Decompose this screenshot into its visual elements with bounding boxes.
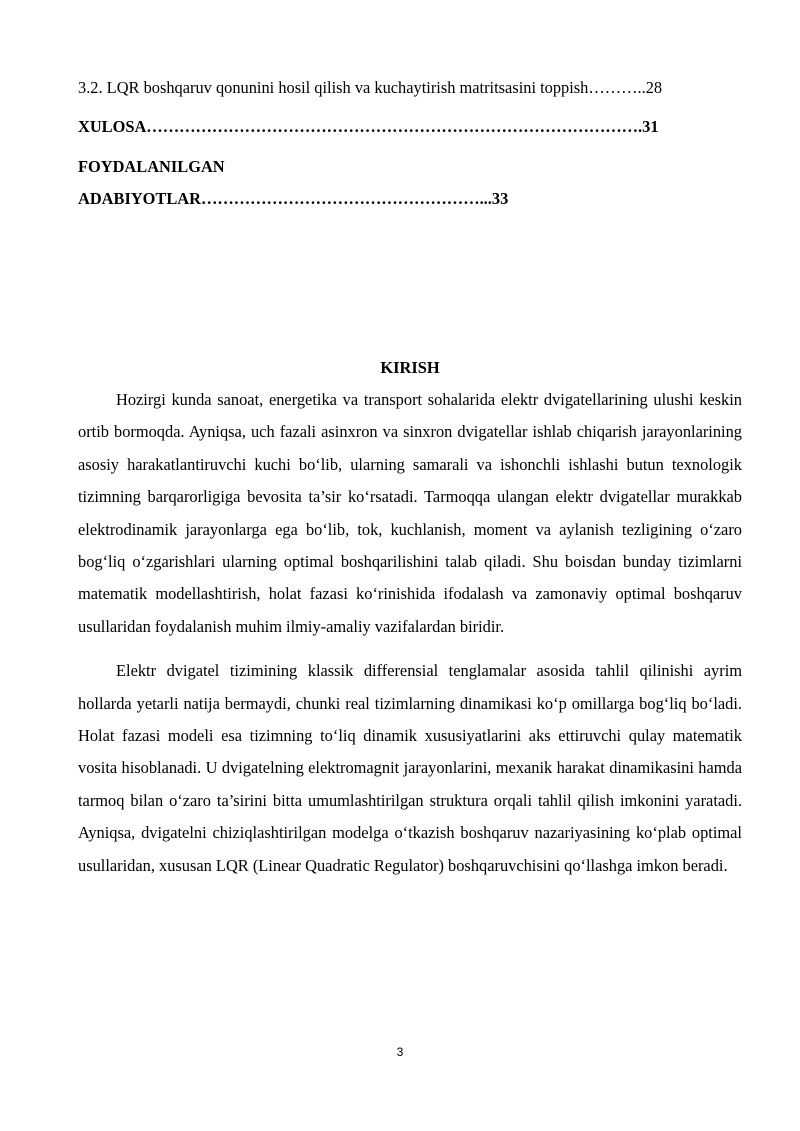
paragraph: Hozirgi kunda sanoat, energetika va transport sohalarida elektr dvigatellarining ulushi keskin ortib bormoqda. Ayniqsa, uch fazali asinxron va sinxron dvigatellar ishlab chiqarish jarayonlarining asosiy harakatlantiruvchi kuchi bo‘lib, ularning samarali va ishonchli ishlashi butun texnologik tizimning barqarorligiga bevosita ta’sir ko‘rsatadi. Tarmoqqa ulangan elektr dvigatellar murakkab elektrodinamik jarayonlarga ega bo‘lib, tok, kuchlanish, moment va aylanish tezligining o‘zaro bog‘liq o‘zgarishlari ularning optimal boshqarilishini talab qiladi. Shu boisdan bunday tizimlarni matematik modellashtirish, holat fazasi ko‘rinishida ifodalash va zamonaviy optimal boshqaruv usullaridan foydalanish muhim ilmiy-amaliy vazifalardan biridir.	[78, 390, 742, 636]
paragraph: Elektr dvigatel tizimining klassik differensial tenglamalar asosida tahlil qilinishi ayrim hollarda yetarli natija bermaydi, chunki real tizimlarning dinamikasi ko‘p omillarga bog‘liq bo‘ladi. Holat fazasi modeli esa tizimning to‘liq dinamik xususiyatlarini aks ettiruvchi qulay matematik vosita hisoblanadi. U dvigatelning elektromagnit jarayonlarini, mexanik harakat dinamikasini hamda tarmoq bilan o‘zaro ta’sirini bitta umumlashtirilgan struktura orqali tahlil qilish imkonini yaratadi. Ayniqsa, dvigatelni chiziqlashtirilgan modelga o‘tkazish boshqaruv nazariyasining ko‘plab optimal usullaridan, xususan LQR (Linear Quadratic Regulator) boshqaruvchisini qo‘llashga imkon beradi.	[78, 661, 742, 875]
toc-entry-foydalanilgan-line2: ADABIYOTLAR……………………………………………...33	[78, 189, 509, 209]
toc-entry-3-2: 3.2. LQR boshqaruv qonunini hosil qilish va kuchaytirish matritsasini toppish………..28	[78, 78, 663, 97]
toc-entry-xulosa: XULOSA……………………………………………………………………………….31	[78, 117, 659, 137]
section-title: KIRISH	[380, 358, 440, 377]
toc-entry-foydalanilgan-line1: FOYDALANILGAN	[78, 156, 225, 176]
page-number: 3	[396, 1045, 404, 1059]
section-body	[78, 384, 742, 882]
document-page	[78, 72, 742, 875]
